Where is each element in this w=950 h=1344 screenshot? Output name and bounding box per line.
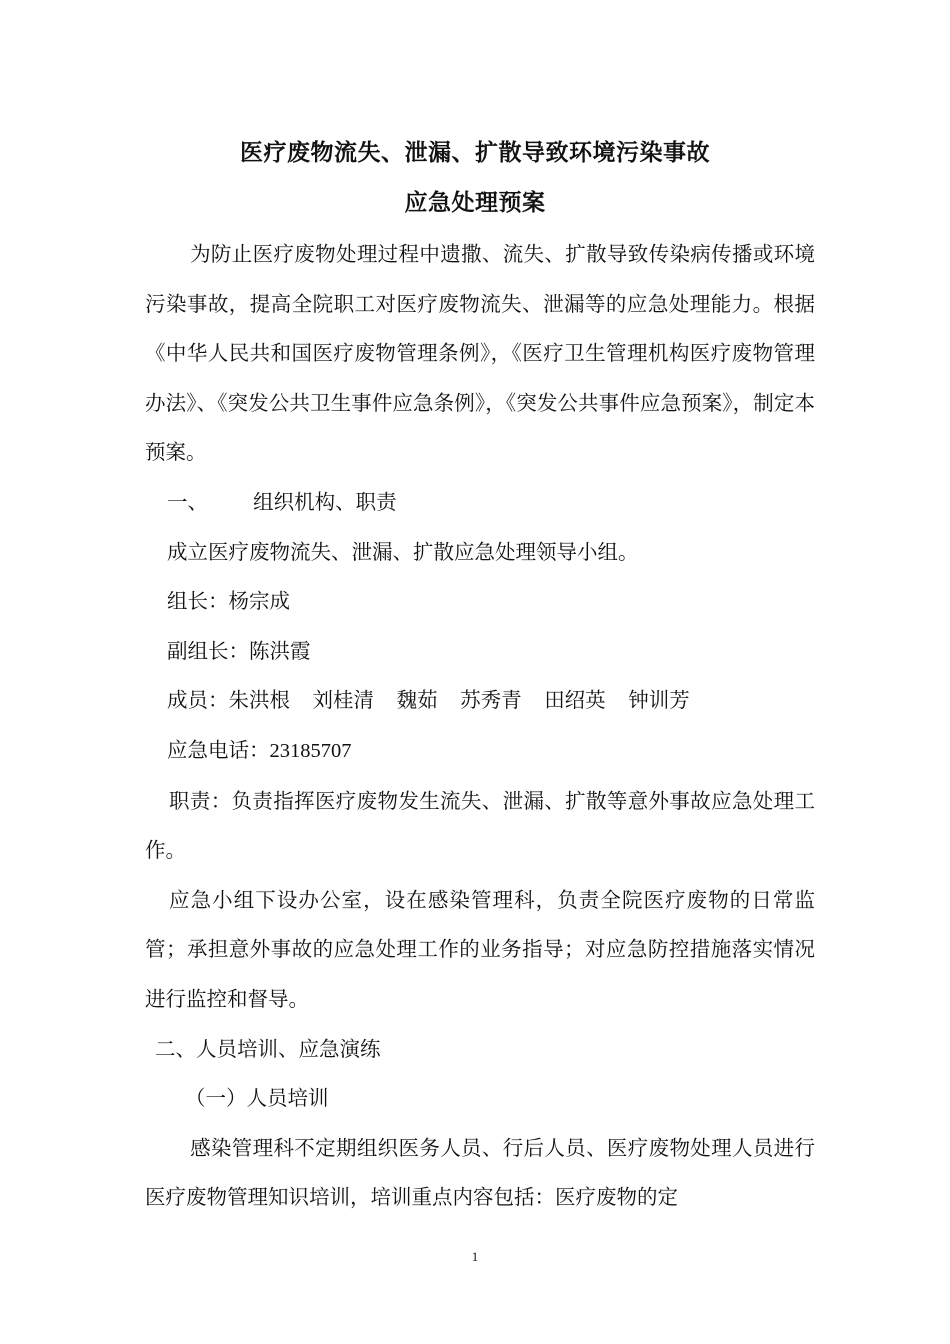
document-body xyxy=(145,230,815,1223)
subsection-heading-1: （一）人员培训 xyxy=(185,1086,329,1111)
duty-paragraph xyxy=(145,777,815,876)
member-name: 朱洪根 xyxy=(228,688,290,713)
document-title-line1: 医疗废物流失、泄漏、扩散导致环境污染事故 xyxy=(240,140,710,166)
office-paragraph xyxy=(145,876,815,1025)
deputy-line: 副组长：陈洪霞 xyxy=(167,638,311,663)
member-name: 钟训芳 xyxy=(628,688,690,713)
section-heading-2: 二、人员培训、应急演练 xyxy=(155,1036,381,1061)
member-name: 田绍英 xyxy=(544,688,606,713)
members-label: 成员： xyxy=(167,688,229,713)
member-name: 魏茹 xyxy=(396,688,438,713)
training-paragraph: 感染管理科不定期组织医务人员、行后人员、医疗废物处理人员进行医疗废物管理知识培训，培训重点内容包括：医疗废物的定 xyxy=(145,1135,815,1210)
phone-number: 23185707 xyxy=(269,739,352,762)
office-text: 应急小组下设办公室，设在感染管理科，负责全院医疗废物的日常监管；承担意外事故的应急处理工作的业务指导；对应急防控措施落实情况进行监控和督导。 xyxy=(145,887,815,1011)
intro-paragraph: 为防止医疗废物处理过程中遗撒、流失、扩散导致传染病传播或环境污染事故，提高全院职工对医疗废物流失、泄漏等的应急处理能力。根据《中华人民共和国医疗废物管理条例》，《医疗卫生管理机构医疗废物管理办法》、《突发公共卫生事件应急条例》，《突发公共事件应急预案》，制定本预案。 xyxy=(145,242,815,465)
section-heading-1 xyxy=(145,478,815,528)
members-line xyxy=(145,676,815,726)
member-name: 刘桂清 xyxy=(312,688,375,713)
section-1-number: 一、 xyxy=(167,489,208,514)
setup-paragraph: 成立医疗废物流失、泄漏、扩散应急处理领导小组。 xyxy=(167,539,639,564)
phone-line xyxy=(145,726,815,777)
page-number: 1 xyxy=(471,1249,479,1264)
leader-line: 组长：杨宗成 xyxy=(167,589,290,614)
section-1-title: 组织机构、职责 xyxy=(253,489,397,514)
member-name: 苏秀青 xyxy=(460,688,522,713)
duty-text: 职责：负责指挥医疗废物发生流失、泄漏、扩散等意外事故应急处理工作。 xyxy=(145,788,815,863)
document-title-line2: 应急处理预案 xyxy=(404,190,546,216)
phone-label: 应急电话： xyxy=(167,737,270,762)
